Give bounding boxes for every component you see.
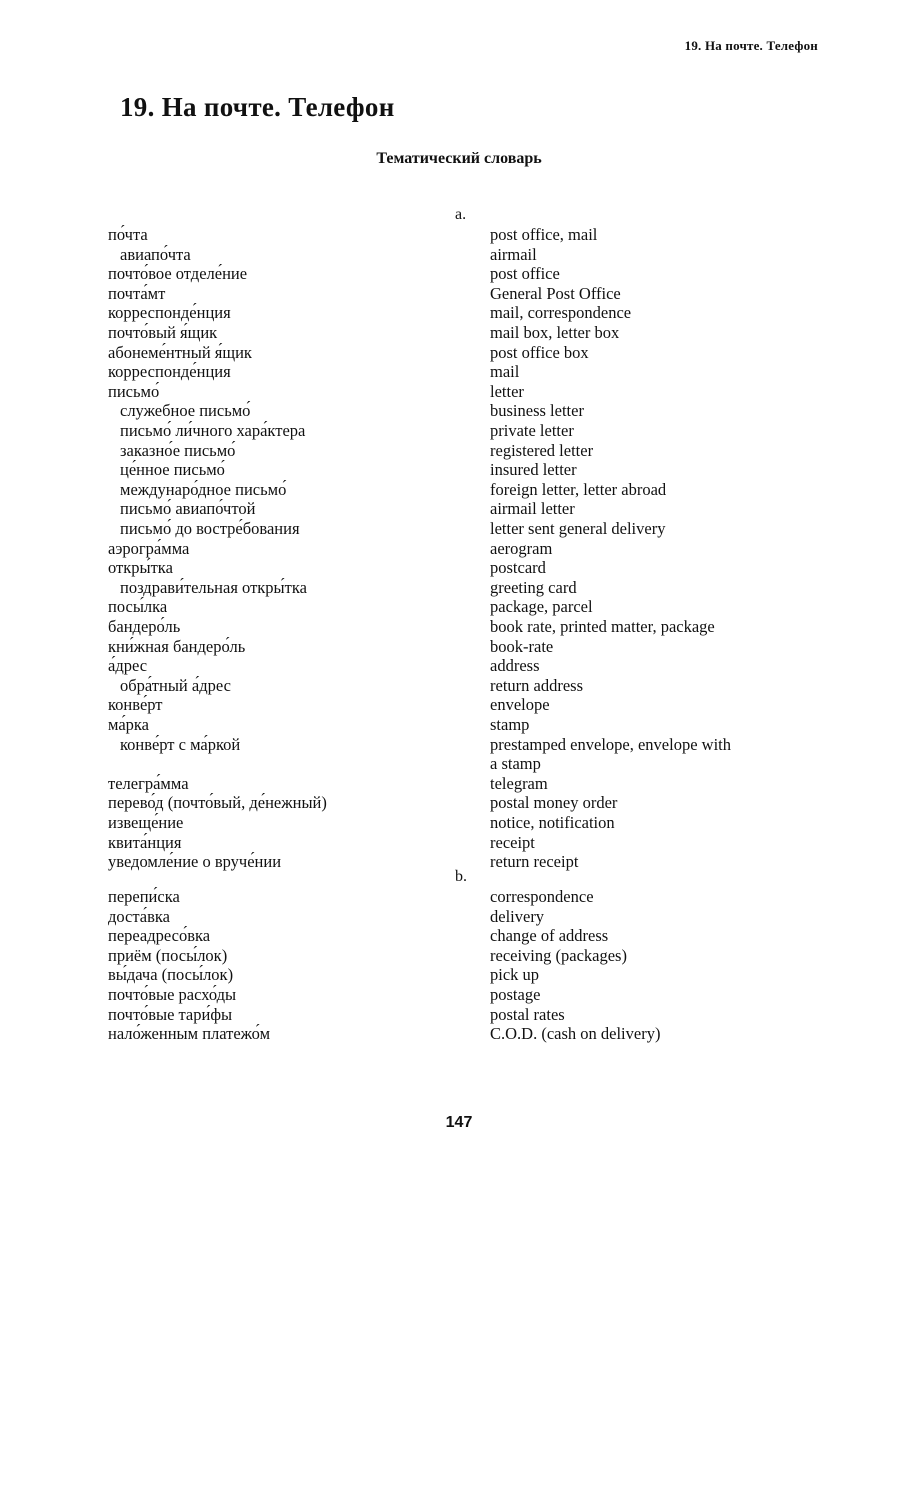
english-translation: mail box, letter box: [490, 323, 620, 342]
vocab-entry: [0, 617, 918, 637]
english-translation: business letter: [490, 401, 584, 421]
section-title: Тематический словарь: [376, 150, 542, 167]
english-translation: prestamped envelope, envelope with: [490, 734, 731, 754]
russian-term: письмо́: [108, 381, 160, 401]
vocab-entry: [0, 793, 918, 813]
russian-term: абонеме́нтный я́щик: [108, 342, 252, 362]
vocab-entry: [0, 774, 918, 794]
english-translation: book-rate: [490, 636, 554, 656]
vocab-entry: [0, 887, 918, 907]
vocab-entry: [0, 985, 918, 1005]
english-translation: delivery: [490, 906, 545, 926]
english-translation: greeting card: [490, 577, 577, 597]
english-translation: letter: [490, 381, 524, 401]
english-translation: postcard: [490, 558, 546, 578]
english-translation: postage: [490, 985, 541, 1004]
english-translation: return receipt: [490, 852, 579, 872]
russian-term: перепи́ска: [108, 887, 180, 906]
english-translation: mail: [490, 362, 520, 382]
english-translation: book rate, printed matter, package: [490, 617, 715, 636]
vocab-entry: [0, 519, 918, 539]
russian-term: ма́рка: [108, 715, 149, 734]
vocab-entry: [0, 637, 918, 657]
vocab-entry: [0, 362, 918, 382]
running-header: 19. На почте. Телефон: [684, 38, 818, 53]
russian-term: переадресо́вка: [108, 926, 211, 946]
vocab-entry: [0, 401, 918, 421]
vocab-entry: [0, 343, 918, 363]
russian-term: перево́д (почто́вый, де́нежный): [108, 793, 327, 813]
english-translation: envelope: [490, 695, 550, 715]
russian-term: заказно́е письмо́: [120, 440, 236, 460]
vocab-entry: [0, 676, 918, 696]
russian-term: уведомле́ние о вруче́нии: [108, 852, 282, 872]
russian-term: письмо́ ли́чного хара́ктера: [120, 421, 306, 440]
english-translation: airmail: [490, 244, 537, 264]
english-translation: insured letter: [490, 460, 577, 480]
vocab-entry: [0, 225, 918, 245]
russian-term: откры́тка: [108, 558, 173, 578]
english-translation: stamp: [490, 715, 530, 734]
vocab-entry: [0, 926, 918, 946]
russian-term: конве́рт с ма́ркой: [120, 734, 241, 754]
russian-term: почто́вый я́щик: [108, 323, 218, 342]
russian-term: доста́вка: [108, 906, 170, 926]
english-translation: private letter: [490, 421, 574, 440]
vocab-entry: [0, 965, 918, 985]
english-translation: postal money order: [490, 793, 618, 813]
russian-term: приём (посы́лок): [108, 945, 228, 965]
russian-term: междунаро́дное письмо́: [120, 479, 287, 499]
russian-term: аэрогра́мма: [108, 538, 190, 558]
vocab-entry: [0, 735, 918, 755]
chapter-title: 19. На почте. Телефон: [120, 92, 395, 122]
russian-term: почта́мт: [108, 283, 166, 303]
section-letter: a.: [455, 206, 467, 223]
vocab-entry: [0, 695, 918, 715]
english-translation: receipt: [490, 832, 535, 852]
vocab-entry: [0, 833, 918, 853]
english-translation: mail, correspondence: [490, 303, 632, 323]
russian-term: почто́вое отделе́ние: [108, 264, 248, 284]
english-translation: telegram: [490, 773, 548, 793]
russian-term: почто́вые тари́фы: [108, 1004, 233, 1024]
russian-term: вы́дача (посы́лок): [108, 965, 234, 985]
russian-term: це́нное письмо́: [120, 460, 225, 480]
english-translation: airmail letter: [490, 499, 575, 519]
russian-term: кни́жная бандеро́ль: [108, 636, 246, 656]
vocab-entry: [0, 323, 918, 343]
russian-term: авиапо́чта: [120, 244, 191, 264]
vocab-entry: [0, 441, 918, 461]
russian-term: почто́вые расхо́ды: [108, 985, 237, 1004]
russian-term: по́чта: [108, 225, 148, 244]
english-translation: post office: [490, 264, 560, 284]
vocab-entry: [0, 907, 918, 927]
vocab-entry: [0, 578, 918, 598]
vocab-entry: [0, 715, 918, 735]
russian-term: корреспонде́нция: [108, 303, 231, 323]
english-translation: postal rates: [490, 1004, 565, 1024]
russian-term: служебное письмо́: [120, 401, 251, 421]
vocab-entry: [0, 284, 918, 304]
english-translation: return address: [490, 675, 584, 695]
english-translation: notice, notification: [490, 813, 615, 832]
vocab-entry: [0, 382, 918, 402]
page-number: 147: [445, 1114, 473, 1131]
english-translation: change of address: [490, 926, 609, 946]
english-translation: letter sent general delivery: [490, 519, 666, 538]
english-translation: package, parcel: [490, 597, 593, 617]
english-translation: receiving (packages): [490, 945, 627, 965]
vocab-entry: [0, 656, 918, 676]
vocab-entry: [0, 421, 918, 441]
russian-term: а́дрес: [108, 656, 148, 676]
vocab-entry: [0, 499, 918, 519]
russian-term: посы́лка: [108, 597, 168, 617]
russian-term: нало́женным платежо́м: [108, 1024, 271, 1044]
english-translation: registered letter: [490, 440, 594, 460]
russian-term: бандеро́ль: [108, 617, 181, 636]
russian-term: извеще́ние: [108, 813, 184, 832]
vocab-entry: [0, 480, 918, 500]
russian-term: корреспонде́нция: [108, 362, 231, 382]
english-translation: post office, mail: [490, 225, 598, 244]
english-translation: post office box: [490, 342, 589, 362]
russian-term: конве́рт: [108, 695, 163, 715]
english-translation: aerogram: [490, 538, 553, 558]
russian-term: письмо́ авиапо́чтой: [120, 499, 256, 519]
russian-term: телегра́мма: [108, 773, 189, 793]
english-translation: General Post Office: [490, 283, 621, 303]
russian-term: письмо́ до востре́бования: [120, 519, 300, 538]
vocab-entry: [0, 946, 918, 966]
vocab-entry: [0, 245, 918, 265]
russian-term: квита́нция: [108, 832, 182, 852]
vocab-entry: [0, 597, 918, 617]
english-translation: a stamp: [490, 754, 541, 774]
english-translation: C.O.D. (cash on delivery): [490, 1024, 661, 1044]
vocab-entry: [0, 754, 918, 774]
vocab-entry: [0, 264, 918, 284]
english-translation: pick up: [490, 965, 540, 985]
section-letter: b.: [455, 868, 467, 885]
vocab-entry: [0, 558, 918, 578]
vocab-entry: [0, 813, 918, 833]
russian-term: поздрави́тельная откры́тка: [120, 577, 307, 597]
vocab-entry: [0, 539, 918, 559]
russian-term: обра́тный а́дрес: [120, 675, 231, 695]
vocab-entry: [0, 1005, 918, 1025]
vocab-entry: [0, 460, 918, 480]
english-translation: correspondence: [490, 887, 594, 906]
vocab-entry: [0, 303, 918, 323]
vocab-entry: [0, 1024, 918, 1044]
english-translation: foreign letter, letter abroad: [490, 479, 667, 499]
english-translation: address: [490, 656, 540, 676]
